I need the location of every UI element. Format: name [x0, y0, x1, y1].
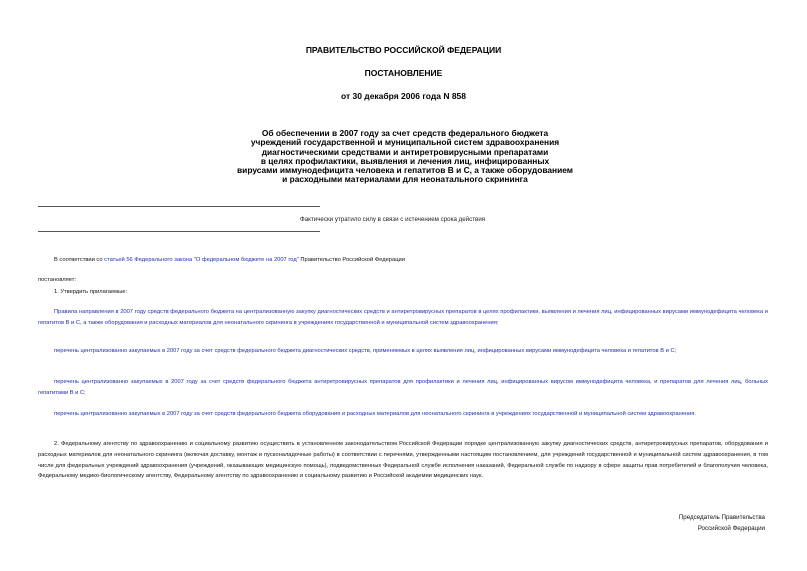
title-line: и расходными материалами для неонатального скрининга: [282, 174, 528, 185]
preamble-suffix: Правительство Российской Федерации: [298, 257, 405, 263]
neonatal-equipment-list-link[interactable]: перечень централизованно закупаемых в 2007 году за счет средств федерального бюджета оборудования и расходных материалов для неонатального скрининга в учреждениях государственной и муниципальной систем здравоохранения.: [54, 411, 697, 417]
federal-law-link[interactable]: статьей 56 Федерального закона "О федеральном бюджете на 2007 год": [104, 257, 299, 263]
item-1-intro: 1. Утвердить прилагаемые:: [54, 289, 128, 295]
signature-title: Председатель Правительства: [678, 514, 765, 521]
resolves-text: постановляет:: [38, 277, 76, 283]
preamble: [54, 255, 405, 266]
title-line: диагностическими средствами и антиретровирусными препаратами: [261, 146, 549, 157]
divider-bottom: [38, 231, 320, 232]
signature-block: [679, 512, 765, 534]
status-note: Фактически утратило силу в связи с истечением срока действия: [300, 216, 486, 223]
divider-top: [38, 206, 320, 207]
title-line: Об обеспечении в 2007 году за счет средств федерального бюджета: [261, 128, 549, 138]
signature-organization: Российской Федерации: [697, 525, 765, 532]
title-line: учреждений государственной и муниципальной систем здравоохранения: [250, 137, 560, 148]
antiretroviral-list-link[interactable]: перечень централизованно закупаемых в 2007 году за счет средств федерального бюджета антиретровирусных препаратов для профилактики и лечения лиц, инфицированных вирусом иммунодефицита человека, и препаратов для лечения лиц, больных гепатитами В и С;: [38, 379, 768, 396]
diagnostics-list-link[interactable]: перечень централизованно закупаемых в 2007 году за счет средств федерального бюджета диагностических средств, применяемых в целях выявления лиц, инфицированных вирусами иммунодефицита человека и гепатитов В и С;: [54, 348, 677, 354]
document-type-heading: ПОСТАНОВЛЕНИЕ: [364, 68, 443, 78]
title-line: в целях профилактики, выявления и лечения лиц, инфицированных: [260, 155, 550, 166]
approved-rules-link[interactable]: Правила направления в 2007 году средств федерального бюджета на централизованную закупку диагностических средств и антиретровирусных препаратов в целях профилактики, выявления и лечения лиц, инфицированных вирусами иммунодефицита человека и гепатитов В и С, а также оборудования и расходных материалов для неонатального скрининга в учреждениях государственной и муниципальной систем здравоохранения;: [38, 309, 768, 326]
document-title: [180, 129, 630, 185]
document-date-number: от 30 декабря 2006 года N 858: [340, 91, 467, 101]
preamble-prefix: В соответствии со: [54, 257, 105, 263]
title-line: вирусами иммунодефицита человека и гепатитов В и С, а также оборудованием: [237, 165, 573, 176]
item-2-text: 2. Федеральному агентству по здравоохранению и социальному развитию осуществить в установленном законодательством Российской Федерации порядке централизованную закупку диагностических средств, антиретровирусных препаратов, оборудования и расходных материалов для неонатального скрининга (включая доставку, монтаж и пусконаладочные работы) в соответствии с перечнями, утвержденными настоящим постановлением, для учреждений государственной и муниципальной систем здравоохранения, в том числе для федеральных учреждений здравоохранения (учреждений, оказывающих медицинскую помощь), подведомственных Федеральной службе исполнения наказаний, Федеральной службе по надзору в сфере защиты прав потребителей и благополучия человека, Федеральному медико-биологическому агентству, Федеральному агентству по здравоохранению и социальному развитию и Российской академии медицинских наук.: [38, 441, 768, 480]
government-heading: ПРАВИТЕЛЬСТВО РОССИЙСКОЙ ФЕДЕРАЦИИ: [305, 45, 502, 55]
